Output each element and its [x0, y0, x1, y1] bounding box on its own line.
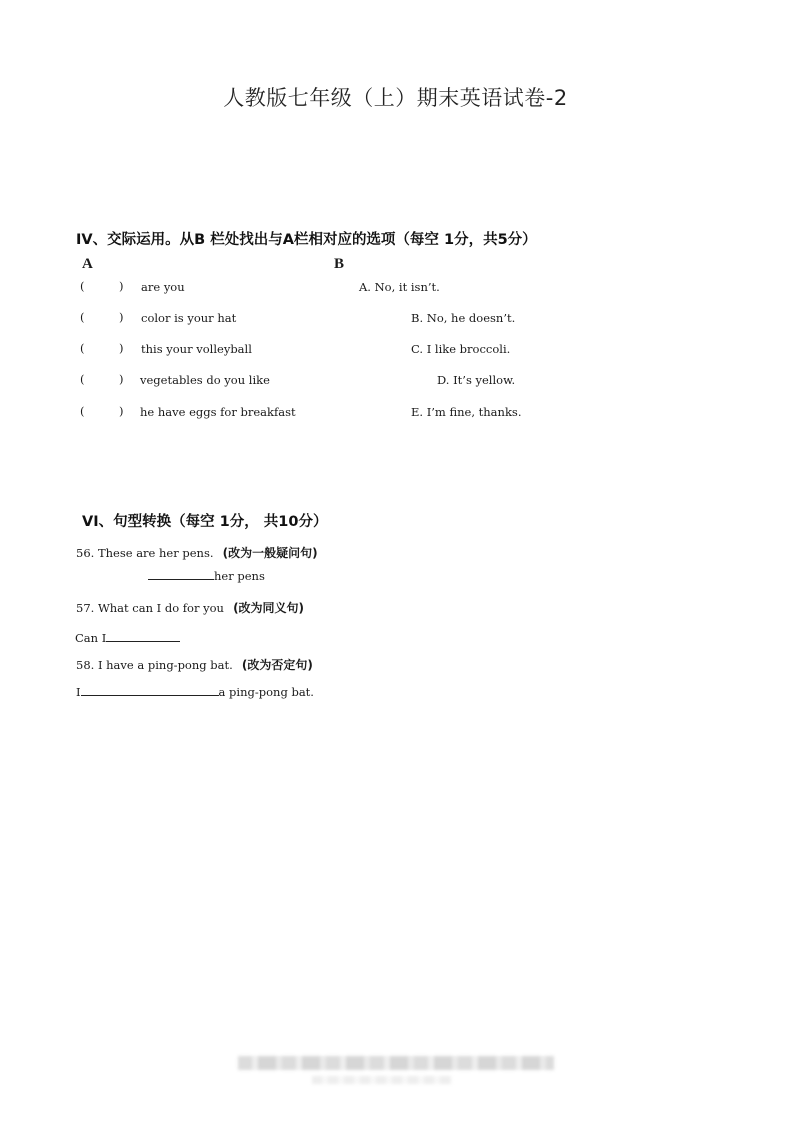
- answer-paren-close: ): [119, 310, 124, 324]
- matching-option-b: B. No, he doesn’t.: [411, 311, 516, 325]
- matching-item-a: he have eggs for breakfast: [140, 405, 296, 419]
- answer-suffix: her pens: [214, 569, 265, 583]
- question-text: 56. These are her pens.: [76, 546, 214, 560]
- answer-paren-open: (: [80, 372, 85, 386]
- answer-paren-close: ): [119, 279, 124, 293]
- answer-paren-close: ): [119, 341, 124, 355]
- answer-line-57: [75, 627, 180, 646]
- question-56: [76, 542, 318, 561]
- matching-item-a: vegetables do you like: [140, 373, 270, 387]
- answer-prefix: I: [76, 685, 81, 699]
- matching-option-b: D. It’s yellow.: [437, 373, 516, 387]
- answer-suffix: a ping-pong bat.: [218, 685, 314, 699]
- section-iv-heading: IV、交际运用。从B 栏处找出与A栏相对应的选项（每空 1分，共5分）: [76, 232, 537, 248]
- matching-item-a: are you: [141, 280, 185, 294]
- answer-blank[interactable]: [81, 683, 219, 696]
- matching-option-b: A. No, it isn’t.: [359, 280, 440, 294]
- matching-item-a: this your volleyball: [141, 342, 252, 356]
- blurred-footer-watermark-line: [312, 1076, 452, 1084]
- question-hint: (改为一般疑问句): [222, 546, 318, 560]
- answer-paren-open: (: [80, 404, 85, 418]
- question-hint: (改为否定句): [241, 658, 313, 672]
- column-a-header: A: [82, 256, 93, 272]
- matching-option-b: C. I like broccoli.: [411, 342, 511, 356]
- answer-prefix: Can I: [75, 631, 107, 645]
- matching-item-a: color is your hat: [141, 311, 237, 325]
- answer-paren-open: (: [80, 279, 85, 293]
- question-57: [76, 597, 304, 616]
- section-vi-heading: VI、句型转换（每空 1分， 共10分）: [82, 514, 328, 530]
- answer-paren-close: ): [119, 372, 124, 386]
- question-hint: (改为同义句): [233, 601, 305, 615]
- answer-line-58: [76, 681, 314, 700]
- question-58: [76, 654, 313, 673]
- column-b-header: B: [334, 256, 345, 272]
- blurred-footer-watermark: [238, 1056, 554, 1070]
- matching-option-b: E. I’m fine, thanks.: [411, 405, 522, 419]
- answer-line-56: [148, 565, 265, 584]
- question-text: 58. I have a ping-pong bat.: [76, 658, 233, 672]
- question-text: 57. What can I do for you: [76, 601, 224, 615]
- page-title: 人教版七年级（上）期末英语试卷-2: [223, 86, 568, 110]
- answer-paren-close: ): [119, 404, 124, 418]
- answer-paren-open: (: [80, 310, 85, 324]
- answer-blank[interactable]: [106, 629, 180, 642]
- answer-blank[interactable]: [148, 567, 214, 580]
- answer-paren-open: (: [80, 341, 85, 355]
